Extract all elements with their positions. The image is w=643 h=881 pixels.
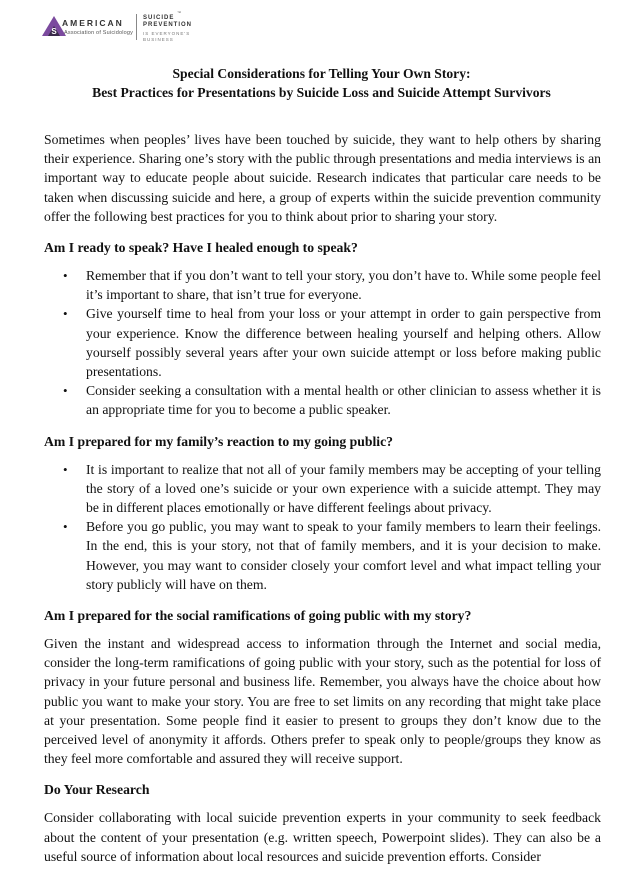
research-paragraph: Consider collaborating with local suicide prevention experts in your community to seek feedback about the content of your presentation (e.g. written speech, Powerpoint slides). They can also be a useful source of information about local resources and suicide prevention efforts. Consider [44, 810, 601, 864]
bullet-list-family [44, 460, 601, 594]
list-item: • Remember that if you don’t want to tell your story, you don’t have to. While some people feel it’s important to share, that isn’t true for everyone. [63, 268, 601, 303]
aas-name: AMERICAN [62, 18, 124, 28]
bullet-icon: • [63, 461, 68, 477]
list-item: • Before you go public, you may want to speak to your family members to learn their feelings. In the end, this is your story, not that of family members, and it is your decision to make. However, you may want to consider closely your comfort level and what impact telling your story publicly will have on them. [63, 519, 601, 592]
partner-line-1: SUICIDE [143, 15, 175, 21]
section-heading-family: Am I prepared for my family’s reaction to my going public? [44, 433, 394, 449]
list-item: • Consider seeking a consultation with a mental health or other clinician to assess whether it is an appropriate time for you to become a public speaker. [63, 383, 601, 418]
section-heading-ready: Am I ready to speak? Have I healed enough to speak? [44, 240, 358, 256]
svg-text:S: S [51, 27, 57, 36]
title-line-2: Best Practices for Presentations by Suicide Loss and Suicide Attempt Survivors [92, 85, 551, 100]
list-item: • It is important to realize that not all of your family members may be accepting of your telling the story of a loved one’s suicide or your own experience with a suicide attempt. They may be in different places emotionally or have different feelings about privacy. [63, 461, 601, 516]
trademark: ™ [177, 10, 181, 15]
bullet-icon: • [63, 519, 68, 535]
bullet-icon: • [63, 306, 68, 322]
list-item: • Give yourself time to heal from your loss or your attempt in order to gain perspective from your experience. Know the difference between healing yourself and helping others. Allow yourself possibly several years after your own suicide attempt or loss before making public presentations. [63, 306, 601, 380]
partner-line-2: PREVENTION [143, 22, 193, 28]
aas-subtitle: Association of Suicidology [64, 30, 134, 36]
document-body [44, 130, 601, 866]
partner-line-3: IS EVERYONE'S [143, 31, 191, 36]
bullet-list-ready [44, 266, 601, 420]
intro-paragraph: Sometimes when peoples’ lives have been touched by suicide, they want to help others by sharing their experience. Sharing one’s story with the public through presentations and media interviews is an important way to educate people about suicide. Research indicates that particular care needs to be taken when discussing suicide and here, a group of experts within the suicide prevention community offer the following best practices for you to think about prior to sharing your story. [44, 132, 601, 224]
document-title [40, 64, 603, 102]
header-logos [40, 10, 340, 44]
title-line-1: Special Considerations for Telling Your Own Story: [172, 66, 471, 81]
partner-line-4: BUSINESS [143, 37, 174, 42]
section-heading-social: Am I prepared for the social ramifications of going public with my story? [44, 608, 472, 624]
social-paragraph: Given the instant and widespread access to information through the Internet and social media, consider the long-term ramifications of going public with your story, such as the potential for loss of privacy in your future personal and business life. Remember, you always have the choice about how public you want to make your story. You are free to set limits on any recording that might take place at your presentation. Some people find it easier to present to groups they don’t know due to the perceived level of anonymity it affords. Others prefer to speak only to people/groups they know as they feel more comfortable and assured they will receive support. [44, 636, 601, 767]
bullet-icon: • [63, 268, 68, 284]
bullet-icon: • [63, 383, 68, 399]
logo-divider [136, 14, 137, 40]
section-heading-research: Do Your Research [44, 782, 150, 798]
